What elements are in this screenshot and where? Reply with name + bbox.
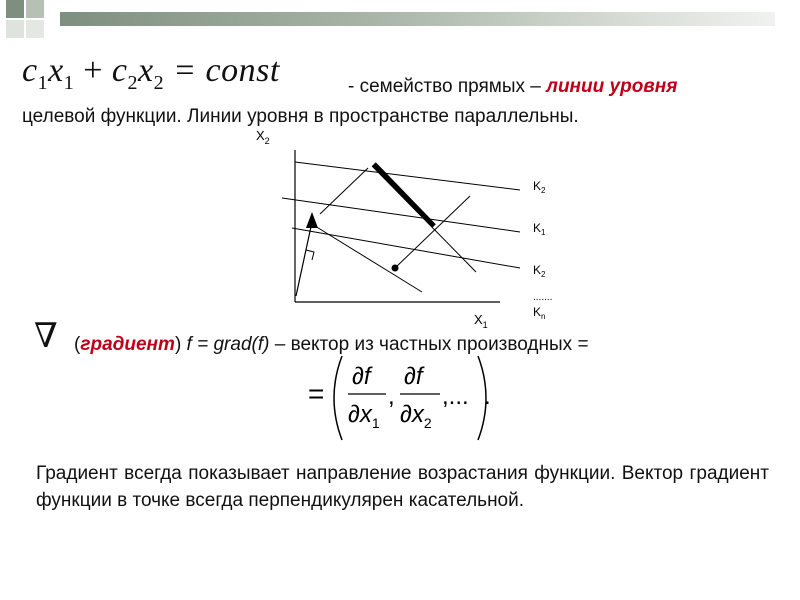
left-paren: [334, 356, 342, 440]
gradient-definition: (градиент) f = grad(f) – вектор из частных производных =: [74, 334, 589, 355]
definition-line: - семейство прямых – линии уровня: [348, 76, 678, 97]
level-label: $K_n$: [533, 305, 546, 321]
period: .: [484, 383, 491, 410]
level-label: $K_2$: [533, 179, 546, 195]
partial-f-numerator: ∂f: [404, 363, 423, 390]
gradient-explanation: Градиент всегда показывает направление возрастания функции. Вектор градиент функции в точке всегда перпендикулярен касательной.: [36, 463, 769, 511]
partial-x2-denominator: $\partial x_2$: [400, 401, 432, 431]
ellipsis: ,...: [442, 383, 469, 410]
equals-sign: =: [308, 378, 325, 409]
parallel-statement: целевой функции. Линии уровня в пространстве параллельны.: [22, 106, 579, 127]
partial-f-numerator: ∂f: [352, 363, 371, 390]
level-line-formula: $c_1x_1 + c_2x_2$ = const: [22, 52, 280, 94]
level-label: $K_1$: [533, 221, 546, 237]
x2-axis-label: $X_2$: [256, 128, 270, 146]
level-lines-term: линии уровня: [546, 76, 678, 97]
level-dots: .......: [533, 292, 553, 303]
comma: ,: [388, 383, 395, 410]
gradient-term: градиент: [80, 334, 175, 355]
level-label: $K_2$: [533, 263, 546, 279]
nabla-symbol: ∇: [34, 316, 58, 356]
partial-x1-denominator: $\partial x_1$: [348, 401, 380, 431]
x1-axis-label: $X_1$: [474, 312, 488, 330]
